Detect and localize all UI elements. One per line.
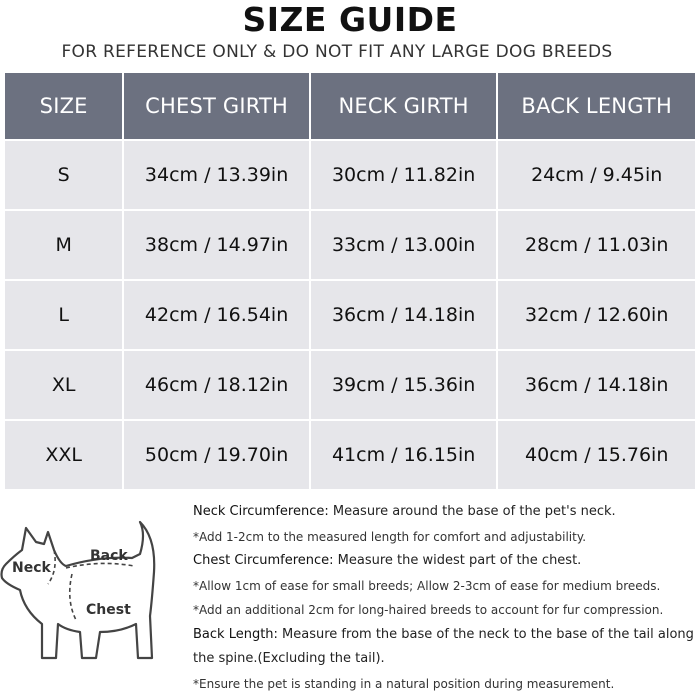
cell-chest: 42cm / 16.54in xyxy=(124,281,309,349)
table-row xyxy=(5,281,695,349)
page-subtitle: FOR REFERENCE ONLY & DO NOT FIT ANY LARGE DOG BREEDS xyxy=(61,42,613,62)
back-note-continued: the spine.(Excluding the tail). xyxy=(193,651,385,666)
table-row xyxy=(5,351,695,419)
neck-note-heading: Neck Circumference: xyxy=(193,504,329,519)
cell-chest: 46cm / 18.12in xyxy=(124,351,309,419)
header-size: SIZE xyxy=(5,73,122,139)
back-note-text: Measure from the base of the neck to the base of the tail along xyxy=(277,626,694,642)
header-neck-girth: NECK GIRTH xyxy=(311,73,497,139)
cell-size: M xyxy=(5,211,122,279)
cell-back: 36cm / 14.18in xyxy=(498,351,695,419)
header-back-length: BACK LENGTH xyxy=(498,73,695,139)
table-header-row xyxy=(5,73,695,139)
back-label: Back xyxy=(90,548,128,564)
neck-tip: *Add 1-2cm to the measured length for comfort and adjustability. xyxy=(193,529,587,544)
back-note-heading: Back Length: xyxy=(193,626,278,642)
neck-note xyxy=(193,500,698,525)
cell-back: 40cm / 15.76in xyxy=(498,421,695,489)
table-row xyxy=(5,421,695,489)
cell-neck: 41cm / 16.15in xyxy=(311,421,497,489)
chest-measure-line xyxy=(70,574,76,620)
chest-note xyxy=(193,549,698,574)
cell-neck: 33cm / 13.00in xyxy=(311,211,497,279)
cell-size: L xyxy=(5,281,122,349)
chest-tip-fur: *Add an additional 2cm for long-haired breeds to account for fur compression. xyxy=(193,603,664,617)
page-title: SIZE GUIDE xyxy=(242,0,458,39)
back-tip: *Ensure the pet is standing in a natural position during measurement. xyxy=(193,676,615,691)
chest-label: Chest xyxy=(86,602,131,618)
cell-chest: 34cm / 13.39in xyxy=(124,141,309,209)
chest-note-text: Measure the widest part of the chest. xyxy=(333,553,582,568)
cell-neck: 39cm / 15.36in xyxy=(311,351,497,419)
neck-note-text: Measure around the base of the pet's neck. xyxy=(328,504,616,519)
chest-tip-ease: *Allow 1cm of ease for small breeds; Allow 2-3cm of ease for medium breeds. xyxy=(193,578,661,593)
dog-outline xyxy=(2,522,155,658)
table-row xyxy=(5,211,695,279)
cell-size: XXL xyxy=(5,421,122,489)
cell-back: 32cm / 12.60in xyxy=(498,281,695,349)
cell-size: XL xyxy=(5,351,122,419)
cell-chest: 38cm / 14.97in xyxy=(124,211,309,279)
back-note xyxy=(193,623,698,648)
cell-back: 28cm / 11.03in xyxy=(498,211,695,279)
measurement-notes xyxy=(193,500,698,696)
cell-neck: 30cm / 11.82in xyxy=(311,141,497,209)
neck-label: Neck xyxy=(12,560,51,576)
cell-neck: 36cm / 14.18in xyxy=(311,281,497,349)
size-table xyxy=(3,71,697,491)
cell-size: S xyxy=(5,141,122,209)
table-row xyxy=(5,141,695,209)
cell-chest: 50cm / 19.70in xyxy=(124,421,309,489)
header-chest-girth: CHEST GIRTH xyxy=(124,73,309,139)
dog-measurement-diagram xyxy=(0,520,180,670)
chest-note-heading: Chest Circumference: xyxy=(193,553,334,568)
cell-back: 24cm / 9.45in xyxy=(498,141,695,209)
